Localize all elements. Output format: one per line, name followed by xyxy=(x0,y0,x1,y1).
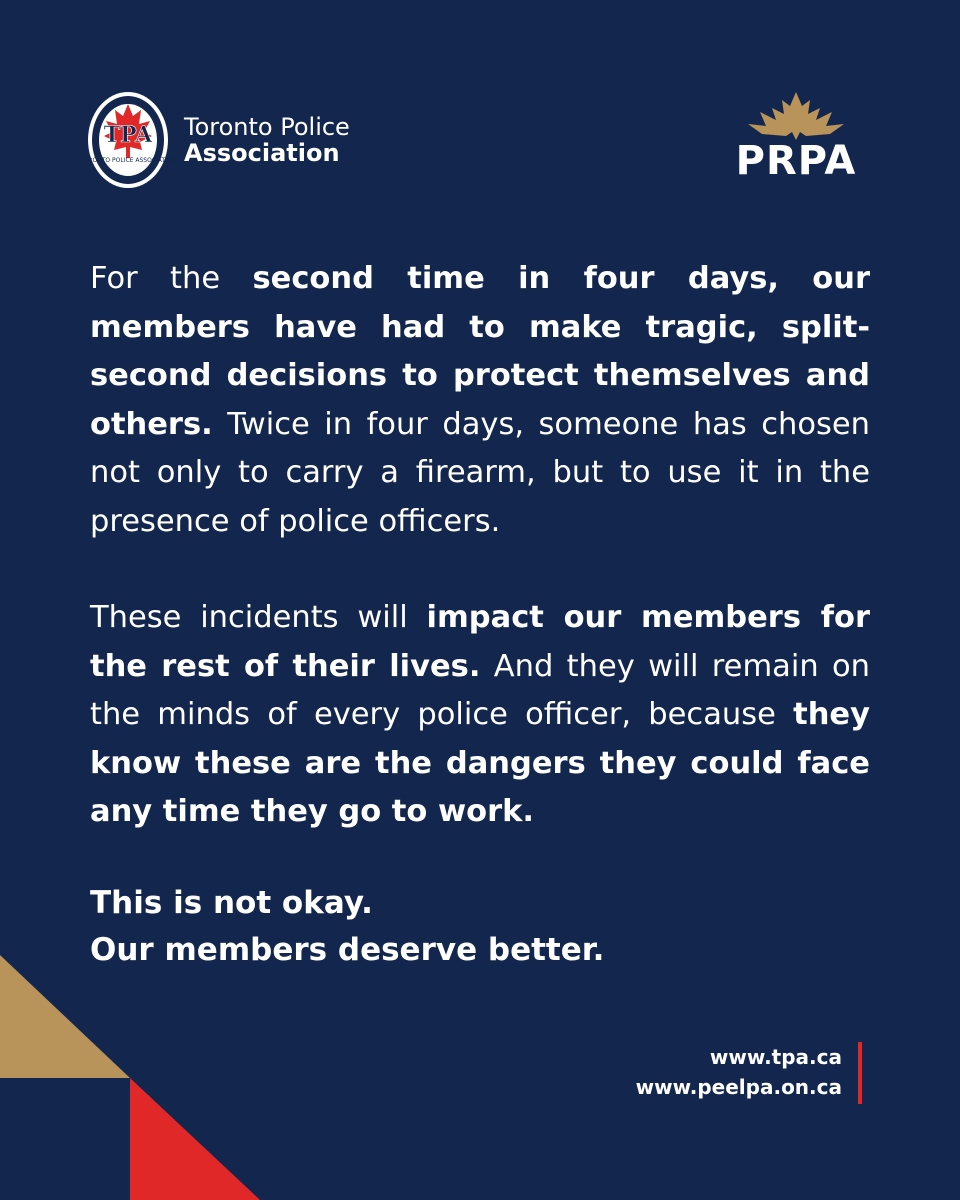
tpa-seal-ring-text: TORONTO POLICE ASSOCIATION xyxy=(79,157,177,164)
prpa-text: PRPA xyxy=(735,138,857,184)
tpa-seal-text: TPA xyxy=(103,122,153,148)
p1-bold-1: second time in four days, our members have had to make tragic, split-second decisions to protect themselves and others. xyxy=(90,261,870,442)
p1-text-2: Twice in four days, someone has chosen not only to carry a firearm, but to use it in the presence of police officers. xyxy=(90,406,870,539)
tpa-seal-icon xyxy=(79,90,177,190)
red-triangle xyxy=(130,1078,260,1200)
p2-text-2: And they will remain on the minds of every police officer, because xyxy=(90,648,870,732)
tpa-wordmark-line1: Toronto Police xyxy=(184,112,350,141)
paragraph-1 xyxy=(90,255,870,546)
statement-body xyxy=(90,255,870,837)
closing-line-1: This is not okay. xyxy=(90,885,373,921)
tpa-url[interactable]: www.tpa.ca xyxy=(709,1045,842,1069)
footer-urls xyxy=(636,1042,842,1102)
prpa-logo xyxy=(728,90,864,184)
p2-bold-1: impact our members for the rest of their lives. xyxy=(90,600,870,684)
tpa-wordmark-line2: Association xyxy=(184,139,340,167)
footer-divider xyxy=(858,1042,862,1104)
maple-leaf-icon xyxy=(746,90,846,142)
paragraph-2 xyxy=(90,594,870,837)
closing-line-2: Our members deserve better. xyxy=(90,932,605,968)
gold-triangle xyxy=(0,955,130,1078)
p2-text-1: These incidents will xyxy=(90,600,427,635)
tpa-logo xyxy=(79,90,350,190)
p2-bold-2: they know these are the dangers they could face any time they go to work. xyxy=(90,697,870,829)
peelpa-url[interactable]: www.peelpa.on.ca xyxy=(635,1075,842,1099)
p1-text-1: For the xyxy=(90,261,253,296)
corner-decoration xyxy=(0,955,260,1200)
tpa-wordmark xyxy=(184,114,350,167)
